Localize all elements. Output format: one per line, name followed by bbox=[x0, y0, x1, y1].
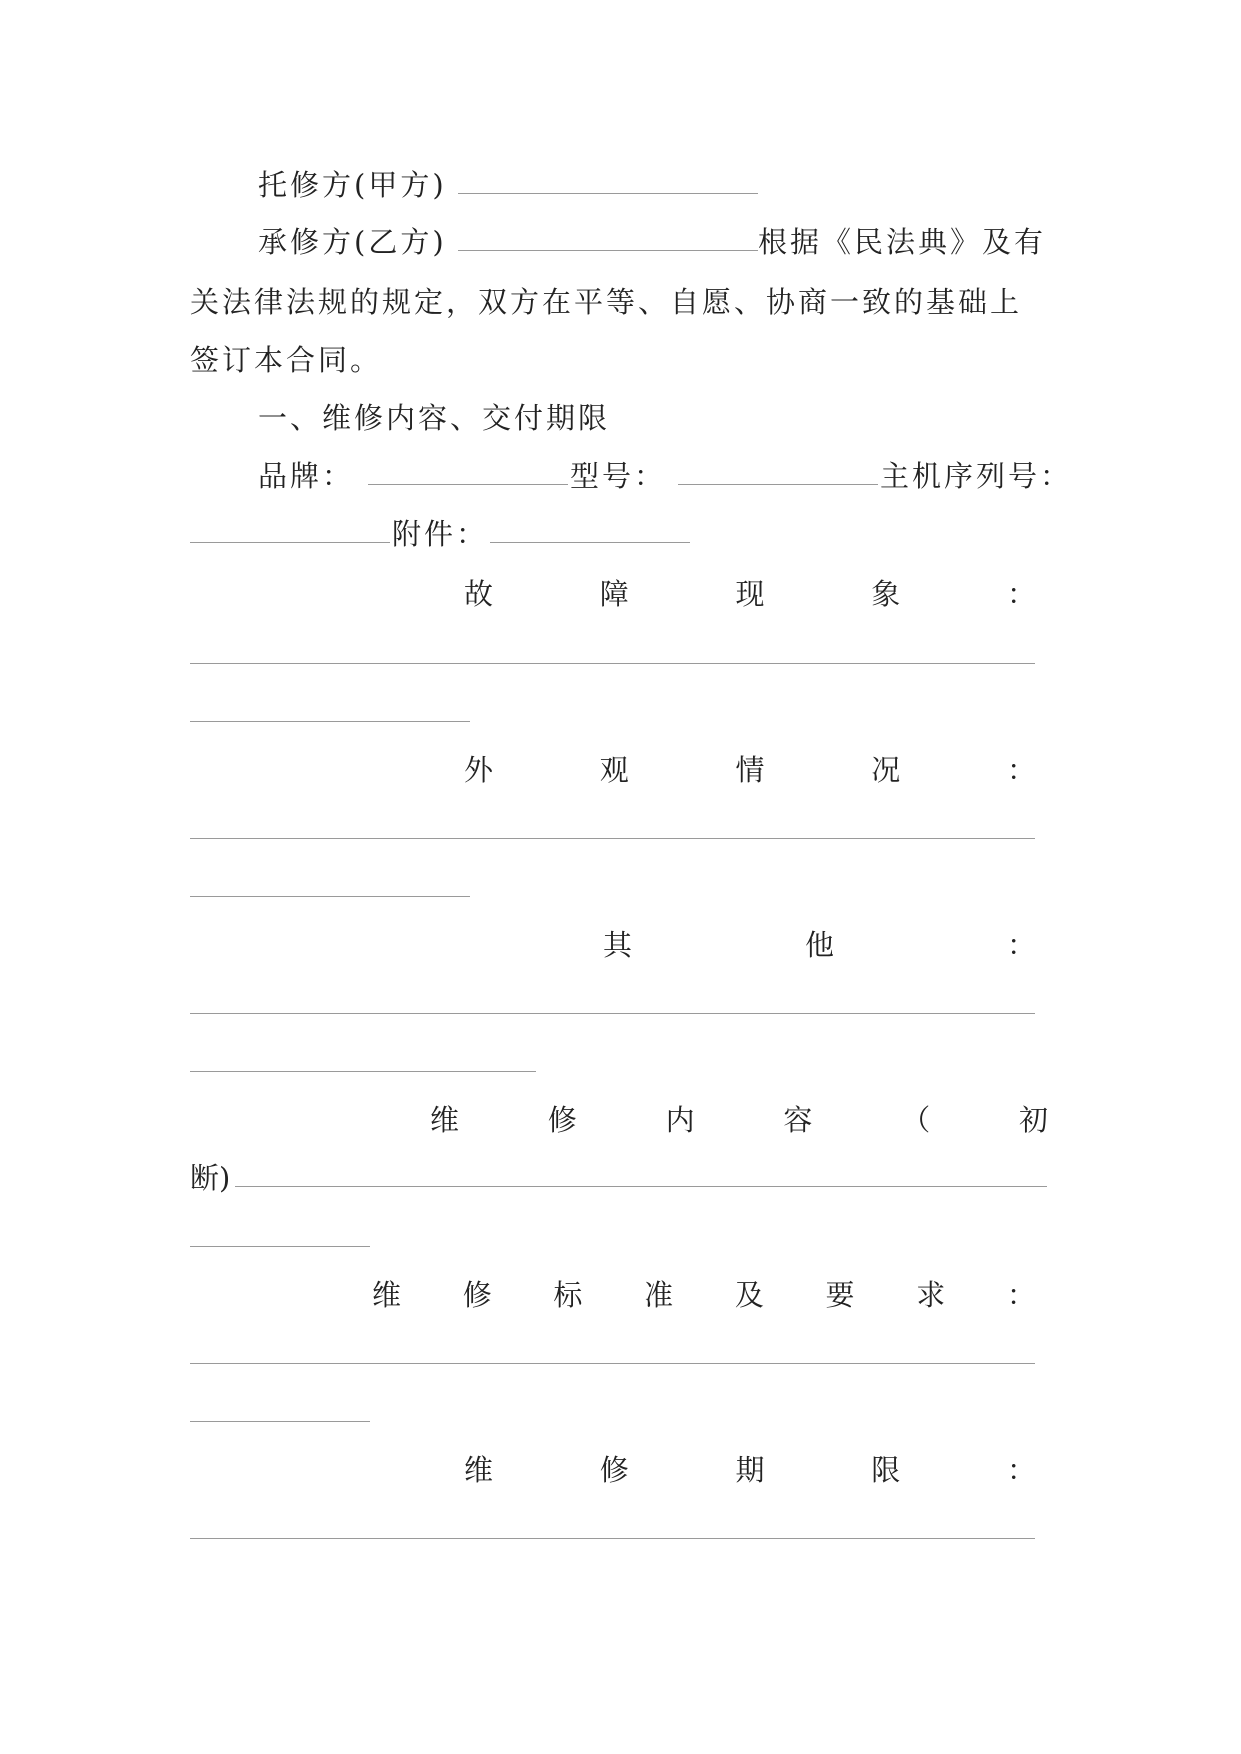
repair-content-blank-1 bbox=[235, 1186, 1047, 1187]
other-label: 其 他 ： bbox=[603, 928, 1036, 962]
party-b-blank bbox=[458, 250, 758, 251]
repair-standard-label: 维 修 标 准 及 要 求 ： bbox=[372, 1278, 1036, 1312]
other-blank-1 bbox=[190, 1013, 1035, 1014]
party-a-blank bbox=[458, 193, 758, 194]
serial-label: 主机序列号： bbox=[880, 459, 1073, 493]
repair-content-blank-2 bbox=[190, 1246, 370, 1247]
party-a-line bbox=[258, 165, 758, 205]
other-blank-2 bbox=[190, 1071, 536, 1072]
party-b-line bbox=[258, 222, 1058, 262]
fault-blank-1 bbox=[190, 663, 1035, 664]
fault-label: 故 障 现 象 ： bbox=[464, 577, 1036, 611]
brand-label: 品牌： bbox=[258, 459, 355, 493]
model-blank bbox=[678, 484, 878, 485]
repair-content-line bbox=[190, 1158, 1050, 1198]
appearance-blank-2 bbox=[190, 896, 470, 897]
fault-blank-2 bbox=[190, 721, 470, 722]
repair-period-blank-1 bbox=[190, 1538, 1035, 1539]
preamble-line-3: 签订本合同。 bbox=[190, 343, 383, 377]
accessory-label: 附件： bbox=[392, 517, 489, 551]
accessory-blank bbox=[490, 542, 690, 543]
preamble-tail: 根据《民法典》及有 bbox=[758, 225, 1047, 259]
brand-model-serial-line bbox=[258, 456, 1073, 496]
party-b-label: 承修方(乙方) bbox=[258, 225, 447, 259]
repair-standard-blank-1 bbox=[190, 1363, 1035, 1364]
serial-blank bbox=[190, 542, 390, 543]
appearance-label: 外 观 情 况 ： bbox=[464, 753, 1036, 787]
model-label: 型号： bbox=[570, 459, 667, 493]
accessory-line bbox=[190, 514, 710, 554]
section-1-title: 一、维修内容、交付期限 bbox=[258, 401, 611, 435]
appearance-blank-1 bbox=[190, 838, 1035, 839]
brand-blank bbox=[368, 484, 568, 485]
repair-content-label: 维 修 内 容 （ 初 bbox=[430, 1103, 1048, 1137]
repair-content-label-cont: 断) bbox=[190, 1161, 231, 1195]
party-a-label: 托修方(甲方) bbox=[258, 168, 447, 202]
repair-standard-blank-2 bbox=[190, 1421, 370, 1422]
repair-period-label: 维 修 期 限 ： bbox=[464, 1453, 1036, 1487]
preamble-line-2: 关法律法规的规定，双方在平等、自愿、协商一致的基础上 bbox=[190, 285, 1023, 319]
